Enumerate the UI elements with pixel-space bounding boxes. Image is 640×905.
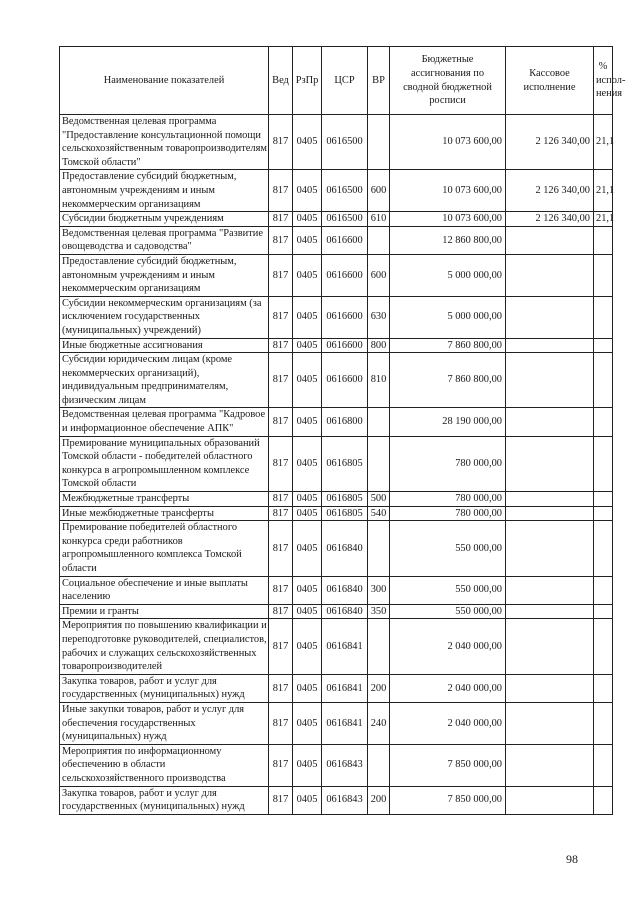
cell-vr (368, 115, 390, 170)
cell-vr: 600 (368, 254, 390, 296)
header-name: Наименование показателей (60, 47, 269, 115)
cell-vr: 610 (368, 212, 390, 227)
table-row (60, 254, 613, 296)
cell-name: Ведомственная целевая программа "Кадровое и информационное обеспечение АПК" (60, 408, 269, 436)
table-row (60, 604, 613, 619)
cell-csr: 0616500 (322, 212, 368, 227)
cell-rzpr: 0405 (293, 226, 322, 254)
cell-csr: 0616600 (322, 226, 368, 254)
cell-percent (594, 674, 613, 702)
cell-cash: 2 126 340,00 (506, 115, 594, 170)
cell-cash (506, 786, 594, 814)
table-body (60, 115, 613, 815)
cell-cash (506, 436, 594, 491)
cell-rzpr: 0405 (293, 786, 322, 814)
cell-budget: 7 850 000,00 (390, 744, 506, 786)
cell-budget: 5 000 000,00 (390, 296, 506, 338)
cell-rzpr: 0405 (293, 115, 322, 170)
cell-name: Иные межбюджетные трансферты (60, 506, 269, 521)
cell-name: Мероприятия по информационному обеспечению в области сельскохозяйственного производства (60, 744, 269, 786)
cell-percent (594, 436, 613, 491)
cell-ved: 817 (269, 576, 293, 604)
cell-percent (594, 786, 613, 814)
cell-csr: 0616843 (322, 744, 368, 786)
cell-vr: 600 (368, 170, 390, 212)
cell-name: Социальное обеспечение и иные выплаты населению (60, 576, 269, 604)
cell-ved: 817 (269, 353, 293, 408)
cell-vr: 810 (368, 353, 390, 408)
cell-percent (594, 226, 613, 254)
cell-rzpr: 0405 (293, 170, 322, 212)
cell-budget: 10 073 600,00 (390, 212, 506, 227)
table-row (60, 115, 613, 170)
cell-name: Премии и гранты (60, 604, 269, 619)
cell-cash (506, 408, 594, 436)
cell-csr: 0616600 (322, 254, 368, 296)
cell-csr: 0616841 (322, 702, 368, 744)
cell-name: Иные закупки товаров, работ и услуг для обеспечения государственных (муниципальных) нужд (60, 702, 269, 744)
cell-ved: 817 (269, 226, 293, 254)
cell-name: Закупка товаров, работ и услуг для государственных (муниципальных) нужд (60, 786, 269, 814)
cell-vr: 630 (368, 296, 390, 338)
cell-rzpr: 0405 (293, 408, 322, 436)
cell-vr: 300 (368, 576, 390, 604)
table-row (60, 786, 613, 814)
cell-ved: 817 (269, 619, 293, 674)
cell-vr: 240 (368, 702, 390, 744)
cell-rzpr: 0405 (293, 436, 322, 491)
cell-budget: 550 000,00 (390, 521, 506, 576)
cell-cash (506, 674, 594, 702)
cell-vr (368, 521, 390, 576)
cell-vr (368, 436, 390, 491)
cell-rzpr: 0405 (293, 353, 322, 408)
cell-percent (594, 521, 613, 576)
table-row (60, 212, 613, 227)
budget-execution-table (59, 46, 626, 815)
table-row (60, 702, 613, 744)
cell-budget: 28 190 000,00 (390, 408, 506, 436)
cell-csr: 0616500 (322, 115, 368, 170)
cell-percent: 21,1 (594, 212, 613, 227)
cell-rzpr: 0405 (293, 338, 322, 353)
cell-rzpr: 0405 (293, 619, 322, 674)
cell-percent (594, 506, 613, 521)
cell-csr: 0616600 (322, 296, 368, 338)
table-row (60, 226, 613, 254)
cell-csr: 0616843 (322, 786, 368, 814)
cell-rzpr: 0405 (293, 702, 322, 744)
cell-csr: 0616800 (322, 408, 368, 436)
cell-percent (594, 296, 613, 338)
cell-percent (594, 408, 613, 436)
cell-ved: 817 (269, 702, 293, 744)
table-row (60, 521, 613, 576)
cell-ved: 817 (269, 492, 293, 507)
cell-cash (506, 604, 594, 619)
cell-cash (506, 492, 594, 507)
cell-vr (368, 226, 390, 254)
cell-vr: 200 (368, 786, 390, 814)
cell-csr: 0616600 (322, 338, 368, 353)
cell-ved: 817 (269, 212, 293, 227)
cell-budget: 2 040 000,00 (390, 674, 506, 702)
cell-cash (506, 338, 594, 353)
cell-cash: 2 126 340,00 (506, 170, 594, 212)
cell-ved: 817 (269, 115, 293, 170)
cell-rzpr: 0405 (293, 506, 322, 521)
cell-budget: 780 000,00 (390, 506, 506, 521)
cell-ved: 817 (269, 338, 293, 353)
cell-budget: 2 040 000,00 (390, 702, 506, 744)
cell-budget: 7 860 800,00 (390, 353, 506, 408)
cell-budget: 780 000,00 (390, 436, 506, 491)
header-vr: ВР (368, 47, 390, 115)
cell-cash (506, 619, 594, 674)
cell-ved: 817 (269, 506, 293, 521)
cell-vr (368, 408, 390, 436)
cell-csr: 0616840 (322, 521, 368, 576)
cell-name: Предоставление субсидий бюджетным, автономным учреждениям и иным некоммерческим организациям (60, 254, 269, 296)
header-cash: Кассовое исполнение (506, 47, 594, 115)
cell-cash (506, 296, 594, 338)
cell-cash (506, 702, 594, 744)
cell-budget: 7 860 800,00 (390, 338, 506, 353)
cell-rzpr: 0405 (293, 674, 322, 702)
cell-name: Премирование победителей областного конкурса среди работников агропромышленного комплекса Томской области (60, 521, 269, 576)
cell-name: Иные бюджетные ассигнования (60, 338, 269, 353)
cell-ved: 817 (269, 786, 293, 814)
cell-percent (594, 338, 613, 353)
cell-ved: 817 (269, 296, 293, 338)
cell-name: Ведомственная целевая программа "Предоставление консультационной помощи сельскохозяйственным товаропроизводителям Томской области" (60, 115, 269, 170)
cell-percent (594, 619, 613, 674)
cell-ved: 817 (269, 521, 293, 576)
cell-percent (594, 702, 613, 744)
header-budget: Бюджетные ассигнования по сводной бюджетной росписи (390, 47, 506, 115)
cell-rzpr: 0405 (293, 604, 322, 619)
cell-budget: 7 850 000,00 (390, 786, 506, 814)
cell-percent (594, 744, 613, 786)
page-number: 98 (566, 852, 578, 866)
cell-budget: 5 000 000,00 (390, 254, 506, 296)
cell-vr: 200 (368, 674, 390, 702)
cell-name: Ведомственная целевая программа "Развитие овощеводства и садоводства" (60, 226, 269, 254)
cell-ved: 817 (269, 408, 293, 436)
cell-vr (368, 619, 390, 674)
cell-csr: 0616805 (322, 506, 368, 521)
cell-percent: 21,1 (594, 170, 613, 212)
cell-cash (506, 521, 594, 576)
cell-cash (506, 226, 594, 254)
cell-csr: 0616841 (322, 619, 368, 674)
cell-vr (368, 744, 390, 786)
cell-name: Мероприятия по повышению квалификации и переподготовке руководителей, специалистов, рабочих и служащих сельскохозяйственных товаропроизводителей (60, 619, 269, 674)
cell-cash (506, 506, 594, 521)
cell-percent (594, 353, 613, 408)
header-percent: % испол-нения (594, 47, 613, 115)
cell-vr: 540 (368, 506, 390, 521)
table-header-row (60, 47, 613, 115)
table-row (60, 436, 613, 491)
cell-csr: 0616805 (322, 436, 368, 491)
cell-percent (594, 492, 613, 507)
table-row (60, 619, 613, 674)
cell-rzpr: 0405 (293, 521, 322, 576)
cell-budget: 10 073 600,00 (390, 115, 506, 170)
cell-rzpr: 0405 (293, 492, 322, 507)
cell-budget: 2 040 000,00 (390, 619, 506, 674)
cell-ved: 817 (269, 170, 293, 212)
cell-budget: 550 000,00 (390, 576, 506, 604)
table-row (60, 576, 613, 604)
cell-percent (594, 604, 613, 619)
cell-csr: 0616500 (322, 170, 368, 212)
cell-csr: 0616805 (322, 492, 368, 507)
table-row (60, 338, 613, 353)
cell-ved: 817 (269, 674, 293, 702)
cell-percent (594, 576, 613, 604)
cell-cash (506, 254, 594, 296)
cell-rzpr: 0405 (293, 254, 322, 296)
cell-rzpr: 0405 (293, 212, 322, 227)
cell-cash (506, 576, 594, 604)
cell-ved: 817 (269, 604, 293, 619)
table-row (60, 744, 613, 786)
cell-vr: 350 (368, 604, 390, 619)
cell-name: Предоставление субсидий бюджетным, автономным учреждениям и иным некоммерческим организациям (60, 170, 269, 212)
table-row (60, 408, 613, 436)
cell-cash (506, 353, 594, 408)
cell-rzpr: 0405 (293, 296, 322, 338)
cell-csr: 0616840 (322, 604, 368, 619)
cell-name: Субсидии бюджетным учреждениям (60, 212, 269, 227)
table-row (60, 353, 613, 408)
cell-cash (506, 744, 594, 786)
cell-budget: 10 073 600,00 (390, 170, 506, 212)
table-row (60, 296, 613, 338)
header-ved: Вед (269, 47, 293, 115)
table-row (60, 492, 613, 507)
cell-csr: 0616600 (322, 353, 368, 408)
cell-ved: 817 (269, 254, 293, 296)
cell-rzpr: 0405 (293, 744, 322, 786)
cell-name: Субсидии юридическим лицам (кроме некоммерческих организаций), индивидуальным предпринимателям, физическим лицам (60, 353, 269, 408)
cell-vr: 500 (368, 492, 390, 507)
cell-name: Субсидии некоммерческим организациям (за исключением государственных (муниципальных) учреждений) (60, 296, 269, 338)
cell-ved: 817 (269, 744, 293, 786)
cell-rzpr: 0405 (293, 576, 322, 604)
header-rzpr: РзПр (293, 47, 322, 115)
cell-csr: 0616840 (322, 576, 368, 604)
table-row (60, 170, 613, 212)
table-row (60, 674, 613, 702)
cell-budget: 550 000,00 (390, 604, 506, 619)
cell-percent (594, 254, 613, 296)
cell-cash: 2 126 340,00 (506, 212, 594, 227)
cell-name: Премирование муниципальных образований Томской области - победителей областного конкурса в агропромышленном комплексе Томской области (60, 436, 269, 491)
header-csr: ЦСР (322, 47, 368, 115)
cell-budget: 780 000,00 (390, 492, 506, 507)
cell-csr: 0616841 (322, 674, 368, 702)
cell-percent: 21,1 (594, 115, 613, 170)
cell-name: Межбюджетные трансферты (60, 492, 269, 507)
table-row (60, 506, 613, 521)
cell-budget: 12 860 800,00 (390, 226, 506, 254)
cell-name: Закупка товаров, работ и услуг для государственных (муниципальных) нужд (60, 674, 269, 702)
cell-ved: 817 (269, 436, 293, 491)
cell-vr: 800 (368, 338, 390, 353)
